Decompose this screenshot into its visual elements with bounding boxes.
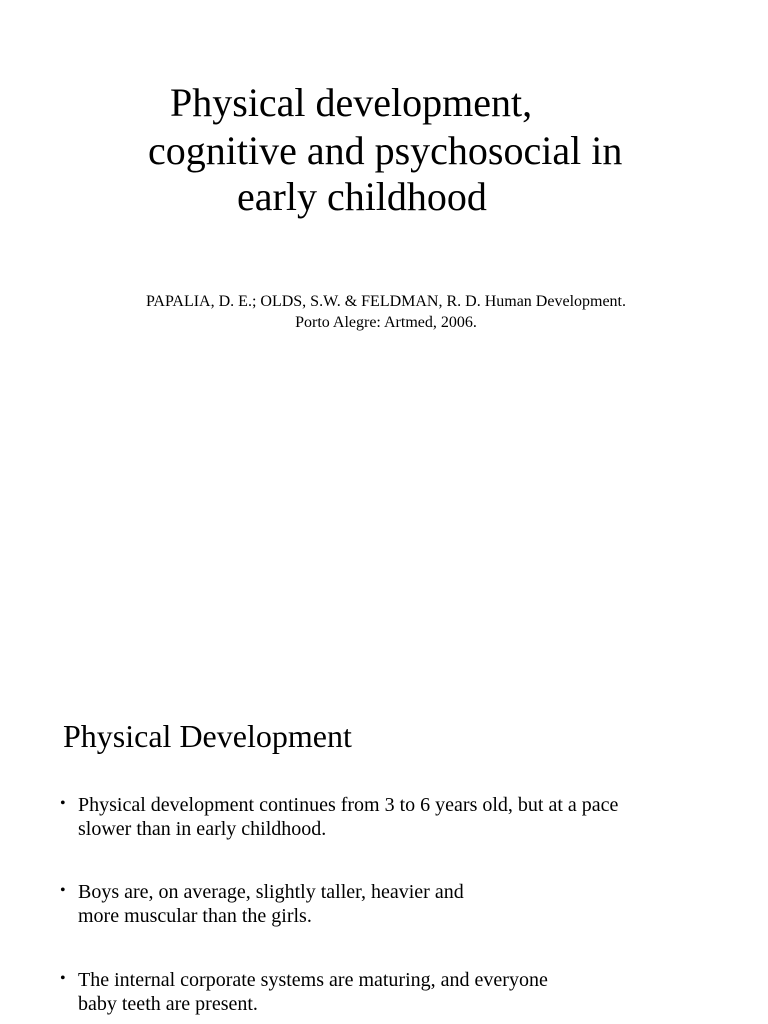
bullet-text-line: more muscular than the girls. <box>78 905 312 927</box>
bullet-text-line: The internal corporate systems are maturing, and everyone <box>78 969 548 991</box>
bullet-text-line: Boys are, on average, slightly taller, heavier and <box>78 881 464 903</box>
bullet-item <box>60 793 740 841</box>
bullet-dot: • <box>60 970 66 987</box>
bullet-dot: • <box>60 882 66 899</box>
section-heading: Physical Development <box>63 718 352 754</box>
slide-title-line: early childhood <box>237 174 487 219</box>
content-slide <box>0 690 768 1024</box>
reference-line: PAPALIA, D. E.; OLDS, S.W. & FELDMAN, R. D. Human Development. <box>145 293 626 310</box>
bullet-dot: • <box>60 795 66 812</box>
slide-title-line: Physical development, <box>170 80 533 125</box>
slide-title-line: cognitive and psychosocial in <box>148 128 623 173</box>
bullet-item <box>60 968 740 1016</box>
bullet-text-line: baby teeth are present. <box>78 993 258 1015</box>
bullet-text-line: slower than in early childhood. <box>78 818 327 840</box>
reference-line: Porto Alegre: Artmed, 2006. <box>295 314 477 331</box>
bullet-text-line: Physical development continues from 3 to 6 years old, but at a pace <box>78 794 619 816</box>
bullet-item <box>60 880 740 928</box>
